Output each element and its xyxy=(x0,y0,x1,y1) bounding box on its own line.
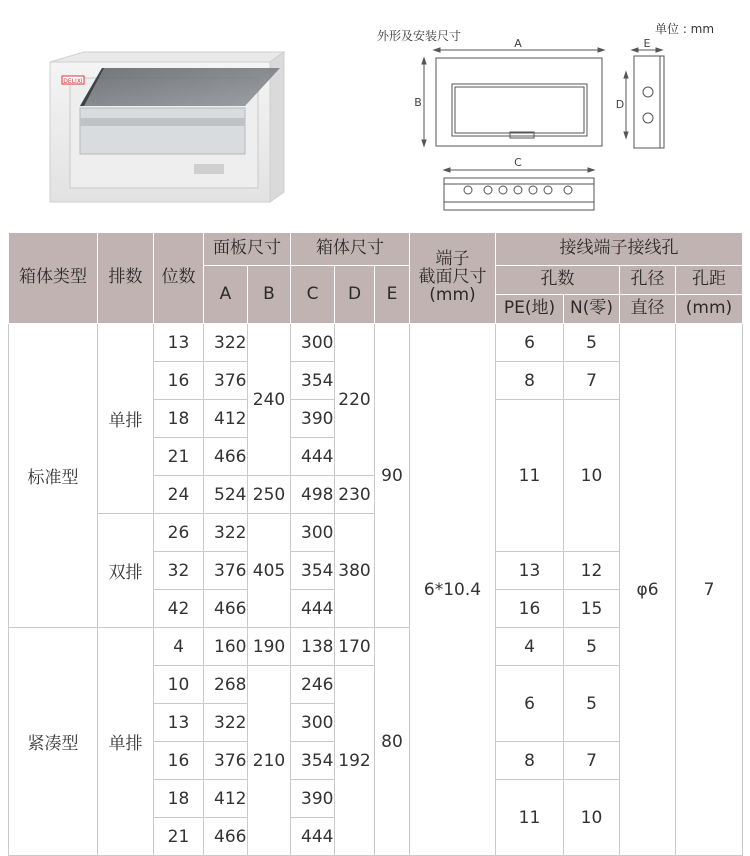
header-terminal xyxy=(410,233,496,324)
cell-e: 80 xyxy=(375,628,410,856)
drawing-title: 外形及安装尺寸 xyxy=(377,29,462,43)
header-d: D xyxy=(335,266,375,324)
header-b: B xyxy=(248,266,291,324)
cell-d: 192 xyxy=(335,666,375,856)
cell-c: 138 xyxy=(291,628,335,666)
cell-c: 354 xyxy=(291,552,335,590)
cell-n: 5 xyxy=(564,628,620,666)
cell-n: 7 xyxy=(564,742,620,780)
cell-a: 466 xyxy=(204,818,248,856)
cell-n: 7 xyxy=(564,362,620,400)
header-terminal-line1: 端子 xyxy=(435,249,470,270)
group-standard: 标准型 xyxy=(9,324,98,628)
cell-a: 376 xyxy=(204,552,248,590)
row-type-single: 单排 xyxy=(98,324,154,514)
cell-positions: 13 xyxy=(154,324,204,362)
header-hole-dia: 孔径 xyxy=(620,266,676,295)
cell-a: 376 xyxy=(204,742,248,780)
group-compact: 紧凑型 xyxy=(9,628,98,856)
cell-positions: 21 xyxy=(154,818,204,856)
cell-c: 444 xyxy=(291,590,335,628)
cell-d: 220 xyxy=(335,324,375,476)
cell-b: 190 xyxy=(248,628,291,666)
cell-pe: 6 xyxy=(496,324,564,362)
cell-n: 12 xyxy=(564,552,620,590)
spec-table xyxy=(8,232,743,856)
dim-label-e: E xyxy=(643,37,651,50)
cell-a: 412 xyxy=(204,400,248,438)
brand-logo: DELIXI xyxy=(63,78,83,85)
cell-n: 15 xyxy=(564,590,620,628)
cell-hole-pitch: 7 xyxy=(676,324,743,856)
cell-c: 300 xyxy=(291,514,335,552)
cell-pe: 16 xyxy=(496,590,564,628)
cell-n: 10 xyxy=(564,780,620,856)
cell-a: 160 xyxy=(204,628,248,666)
cell-hole-dia: φ6 xyxy=(620,324,676,856)
cell-a: 524 xyxy=(204,476,248,514)
cell-pe: 6 xyxy=(496,666,564,742)
cell-a: 322 xyxy=(204,704,248,742)
distribution-box-photo xyxy=(44,48,289,216)
cell-positions: 21 xyxy=(154,438,204,476)
cell-positions: 18 xyxy=(154,780,204,818)
header-panel-size: 面板尺寸 xyxy=(204,233,291,266)
cell-c: 300 xyxy=(291,704,335,742)
cell-a: 268 xyxy=(204,666,248,704)
cell-c: 354 xyxy=(291,362,335,400)
cell-c: 444 xyxy=(291,818,335,856)
cell-positions: 16 xyxy=(154,742,204,780)
cell-b: 405 xyxy=(248,514,291,628)
cell-d: 230 xyxy=(335,476,375,514)
cell-b: 240 xyxy=(248,324,291,476)
cell-a: 466 xyxy=(204,438,248,476)
header-hole-count: 孔数 xyxy=(496,266,620,295)
cell-positions: 42 xyxy=(154,590,204,628)
cell-n: 10 xyxy=(564,400,620,552)
row-type-single-compact: 单排 xyxy=(98,628,154,856)
header-hole-pitch: 孔距 xyxy=(676,266,743,295)
cell-n: 5 xyxy=(564,666,620,742)
cell-b: 210 xyxy=(248,666,291,856)
cell-e: 90 xyxy=(375,324,410,628)
cell-pe: 11 xyxy=(496,400,564,552)
cell-a: 376 xyxy=(204,362,248,400)
header-c: C xyxy=(291,266,335,324)
cell-n: 5 xyxy=(564,324,620,362)
cell-a: 466 xyxy=(204,590,248,628)
cell-positions: 26 xyxy=(154,514,204,552)
cell-positions: 13 xyxy=(154,704,204,742)
header-n: N(零) xyxy=(564,295,620,324)
header-positions: 位数 xyxy=(154,233,204,324)
cell-positions: 16 xyxy=(154,362,204,400)
cell-c: 354 xyxy=(291,742,335,780)
cell-b: 250 xyxy=(248,476,291,514)
header-pe: PE(地) xyxy=(496,295,564,324)
cell-c: 390 xyxy=(291,400,335,438)
cell-a: 322 xyxy=(204,324,248,362)
cell-c: 300 xyxy=(291,324,335,362)
cell-pe: 8 xyxy=(496,742,564,780)
header-terminal-line2: 截面尺寸 xyxy=(418,267,487,288)
dim-label-d: D xyxy=(615,98,625,111)
header-rows: 排数 xyxy=(98,233,154,324)
cell-d: 170 xyxy=(335,628,375,666)
header-wiring: 接线端子接线孔 xyxy=(496,233,743,266)
cell-c: 390 xyxy=(291,780,335,818)
dim-label-b: B xyxy=(414,96,422,109)
cell-pe: 11 xyxy=(496,780,564,856)
product-header xyxy=(0,0,750,232)
cell-positions: 10 xyxy=(154,666,204,704)
cell-a: 322 xyxy=(204,514,248,552)
cell-positions: 18 xyxy=(154,400,204,438)
header-terminal-line3: (mm) xyxy=(429,284,476,305)
cell-pe: 4 xyxy=(496,628,564,666)
cell-positions: 4 xyxy=(154,628,204,666)
dim-label-a: A xyxy=(514,37,522,50)
cell-pe: 8 xyxy=(496,362,564,400)
header-a: A xyxy=(204,266,248,324)
row-type-double: 双排 xyxy=(98,514,154,628)
dim-label-c: C xyxy=(514,156,522,169)
cell-c: 246 xyxy=(291,666,335,704)
cell-positions: 32 xyxy=(154,552,204,590)
cell-terminal: 6*10.4 xyxy=(410,324,496,856)
header-box-type: 箱体类型 xyxy=(9,233,98,324)
unit-label: 单位 : mm xyxy=(655,22,715,36)
cell-c: 444 xyxy=(291,438,335,476)
cell-c: 498 xyxy=(291,476,335,514)
cell-positions: 24 xyxy=(154,476,204,514)
cell-pe: 13 xyxy=(496,552,564,590)
cell-d: 380 xyxy=(335,514,375,628)
header-box-size: 箱体尺寸 xyxy=(291,233,410,266)
header-e: E xyxy=(375,266,410,324)
header-hole-pitch-2: (mm) xyxy=(676,295,743,324)
header-hole-dia-2: 直径 xyxy=(620,295,676,324)
cell-a: 412 xyxy=(204,780,248,818)
